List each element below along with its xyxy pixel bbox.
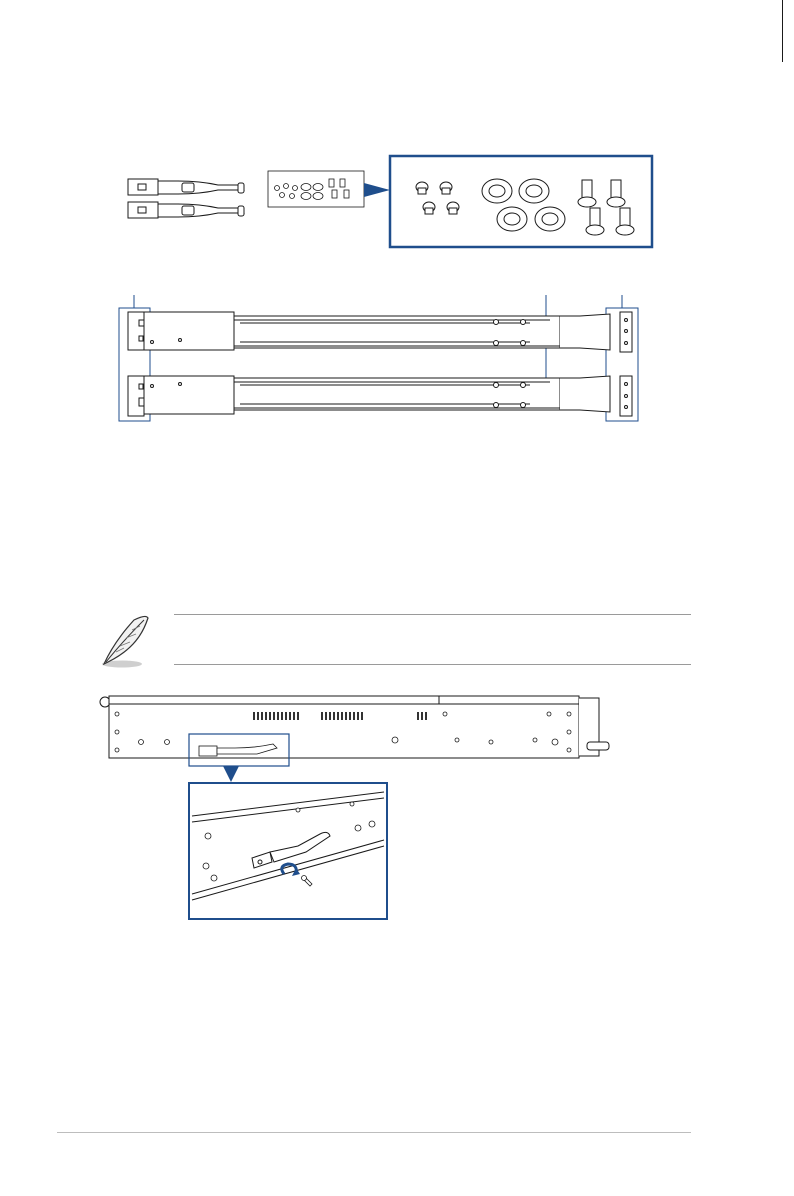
quill-note-icon <box>94 612 154 670</box>
screw-bag <box>268 171 364 207</box>
rail-pair-figure <box>110 290 655 425</box>
callout-pointer <box>364 183 390 197</box>
rail-bottom <box>128 376 632 416</box>
top-right-rule <box>782 0 783 62</box>
chassis-svg <box>95 690 620 770</box>
detail-svg <box>188 782 388 920</box>
detail-pointer <box>223 766 239 782</box>
rail-kit-svg <box>120 150 660 255</box>
handle-install-detail-figure <box>188 782 388 920</box>
note-bottom-rule <box>174 664 691 665</box>
footer-rule <box>57 1132 691 1133</box>
chassis-body <box>100 696 609 758</box>
chassis-side-figure <box>95 690 620 770</box>
rail-handle-top <box>128 179 244 195</box>
rail-handle-bottom <box>128 202 244 218</box>
note-top-rule <box>174 614 691 615</box>
quill-svg <box>94 612 154 670</box>
rail-top <box>128 312 632 352</box>
rail-kit-contents-figure <box>120 150 660 255</box>
rail-pair-svg <box>110 290 655 425</box>
